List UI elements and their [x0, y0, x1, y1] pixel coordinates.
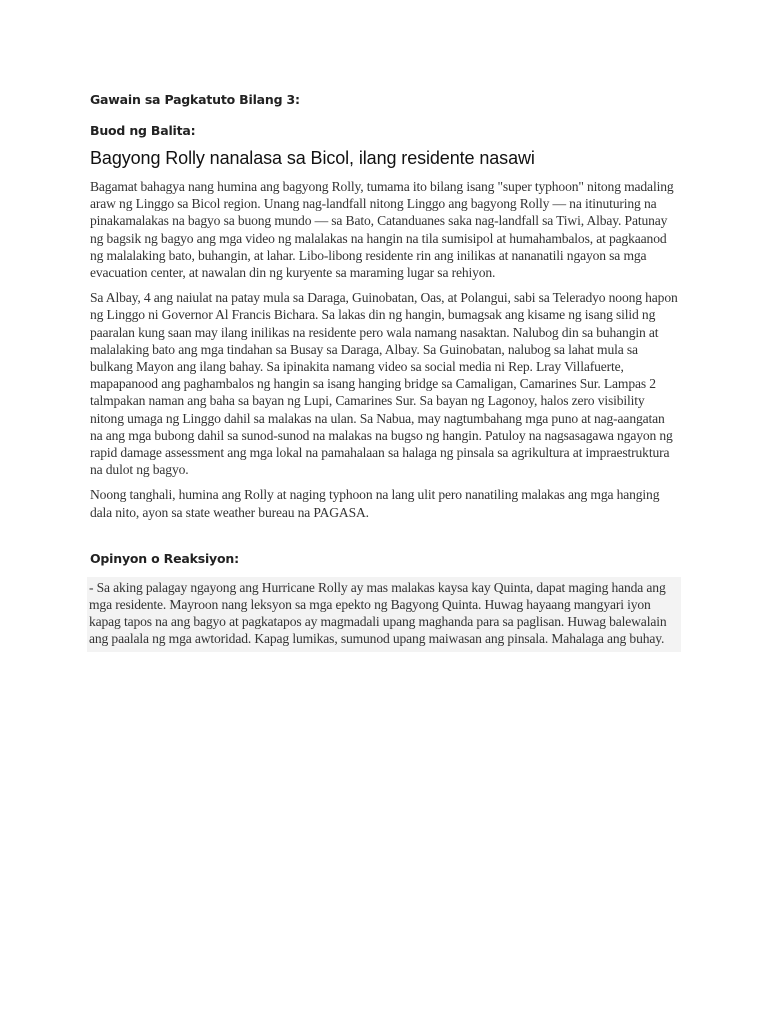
opinion-text: - Sa aking palagay ngayong ang Hurricane Rolly ay mas malakas kaysa kay Quinta, dapat maging handa ang mga residente. Mayroon nang leksyon sa mga epekto ng Bagyong Quinta. Huwag hayaang mangyari iyon kapag tapos na ang bagyo at pagkatapos ay magmadali upang maghanda para sa paglisan. Huwag balewalain ang paalala ng mga awtoridad. Kapag lumikas, sumunod upang maiwasan ang pinsala. Mahalaga ang buhay. [89, 579, 667, 647]
news-paragraph-1: Bagamat bahagya nang humina ang bagyong Rolly, tumama ito bilang isang "super typhoon" nitong madaling araw ng Linggo sa Bicol region. Unang nag-landfall nitong Linggo ang bagyong Rolly — na itinuturing na pinakamalakas na bagyo sa buong mundo — sa Bato, Catanduanes saka nag-landfall sa Tiwi, Albay. Patunay ng bagsik ng bagyo ang mga video ng malalakas na hangin na tila sumisipol at humahambalos, at pagkaanod ng malalaking bato, buhangin, at lahar. Libo-libong residente rin ang inilikas at nananatili ngayon sa mga evacuation center, at nawalan din ng kuryente sa maraming lugar sa rehiyon. [90, 179, 674, 281]
opinion-label: Opinyon o Reaksiyon: [90, 550, 239, 566]
news-summary-label: Buod ng Balita: [90, 123, 196, 138]
activity-label: Gawain sa Pagkatuto Bilang 3: [90, 92, 300, 107]
news-paragraph-2: Sa Albay, 4 ang naiulat na patay mula sa Daraga, Guinobatan, Oas, at Polangui, sabi sa Teleradyo noong hapon ng Linggo ni Governor Al Francis Bichara. Sa lakas din ng hangin, bumagsak ang kisame ng isang silid ng paaralan kung saan may ilang inilikas na residente pero wala namang nasaktan. Nalubog din sa buhangin at malalaking bato ang mga tindahan sa Busay sa Daraga, Albay. Sa Guinobatan, nalubog sa lahat mula sa bulkang Mayon ang ilang bahay. Sa ipinakita namang video sa social media ni Rep. Lray Villafuerte, mapapanood ang paghambalos ng hangin sa isang hanging bridge sa Camaligan, Camarines Sur. Lampas 2 talmpakan naman ang baha sa bayan ng Lupi, Camarines Sur. Sa bayan ng Lagonoy, halos zero visibility nitong umaga ng Linggo dahil sa malakas na ulan. Sa Nabua, may nagtumbahang mga puno at nag-aangatan na ang mga bubong dahil sa sunod-sunod na malakas na bugso ng hangin. Patuloy na nagsasagawa ngayon ng rapid damage assessment ang mga lokal na pamahalaan sa halaga ng pinsala sa agrikultura at impraestruktura na dulot ng bagyo. [90, 290, 678, 478]
news-paragraph-3: Noong tanghali, humina ang Rolly at naging typhoon na lang ulit pero nanatiling malakas ang mga hanging dala nito, ayon sa state weather bureau na PAGASA. [90, 487, 660, 520]
opinion-box [87, 577, 681, 652]
document-content [90, 92, 680, 652]
news-headline: Bagyong Rolly nanalasa sa Bicol, ilang residente nasawi [90, 148, 535, 168]
